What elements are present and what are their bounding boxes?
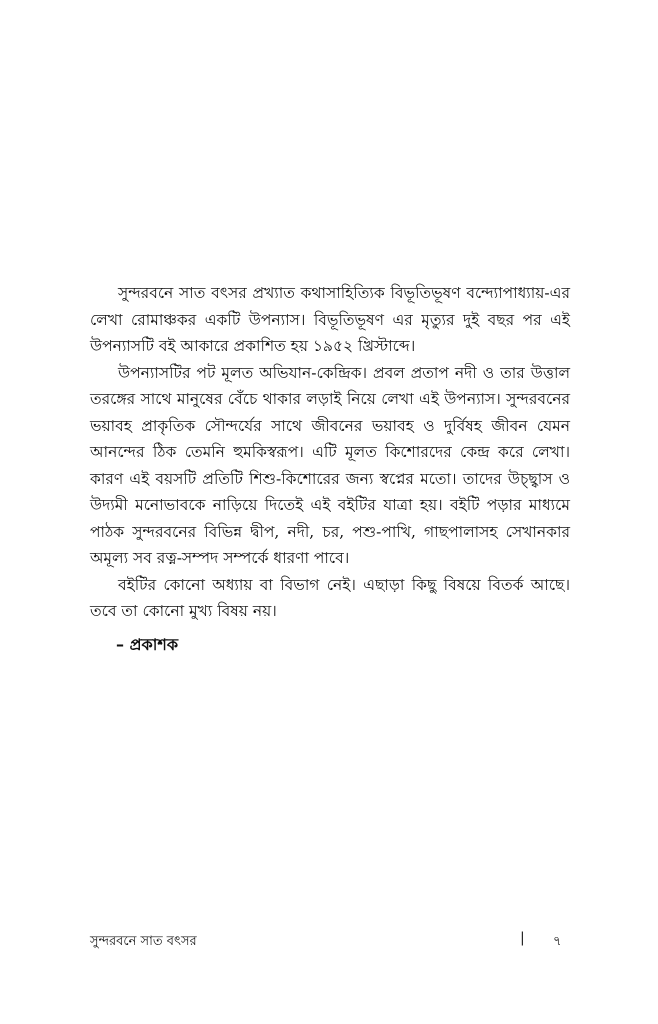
footer-separator: | bbox=[520, 930, 525, 946]
paragraph-note: বইটির কোনো অধ্যায় বা বিভাগ নেই। এছাড়া কিছু বিষয়ে বিতর্ক আছে। তবে তা কোনো মুখ্য বিষয় নয়। bbox=[90, 575, 570, 620]
publisher-signature: – প্রকাশক bbox=[116, 635, 179, 654]
paragraph-intro: সুন্দরবনে সাত বৎসর প্রখ্যাত কথাসাহিত্যিক বিভূতিভূষণ বন্দ্যোপাধ্যায়-এর লেখা রোমাঞ্চকর একটি উপন্যাস। বিভূতিভূষণ এর মৃত্যুর দুই বছর পর এই উপন্যাসটি বই আকারে প্রকাশিত হয় ১৯৫২ খ্রিস্টাব্দে। bbox=[90, 284, 570, 355]
preface-body bbox=[90, 280, 570, 625]
footer-book-title: সুন্দরবনে সাত বৎসর bbox=[90, 934, 197, 949]
page-number: ৭ bbox=[553, 934, 562, 949]
paragraph-plot: উপন্যাসটির পট মূলত অভিযান-কেন্দ্রিক। প্রবল প্রতাপ নদী ও তার উত্তাল তরঙ্গের সাথে মানুষের বেঁচে থাকার লড়াই নিয়ে লেখা এই উপন্যাস। সুন্দরবনের ভয়াবহ প্রাকৃতিক সৌন্দর্যের সাথে জীবনের ভয়াবহ ও দুর্বিষহ জীবন যেমন আনন্দের ঠিক তেমনি হুমকিস্বরূপ। এটি মূলত কিশোরদের কেন্দ্র করে লেখা। কারণ এই বয়সটি প্রতিটি শিশু-কিশোরের জন্য স্বপ্নের মতো। তাদের উচ্ছ্বাস ও উদ্যমী মনোভাবকে নাড়িয়ে দিতেই এই বইটির যাত্রা হয়। বইটি পড়ার মাধ্যমে পাঠক সুন্দরবনের বিভিন্ন দ্বীপ, নদী, চর, পশু-পাখি, গাছপালাসহ সেখানকার অমূল্য সব রত্ন-সম্পদ সম্পর্কে ধারণা পাবে। bbox=[90, 363, 570, 567]
